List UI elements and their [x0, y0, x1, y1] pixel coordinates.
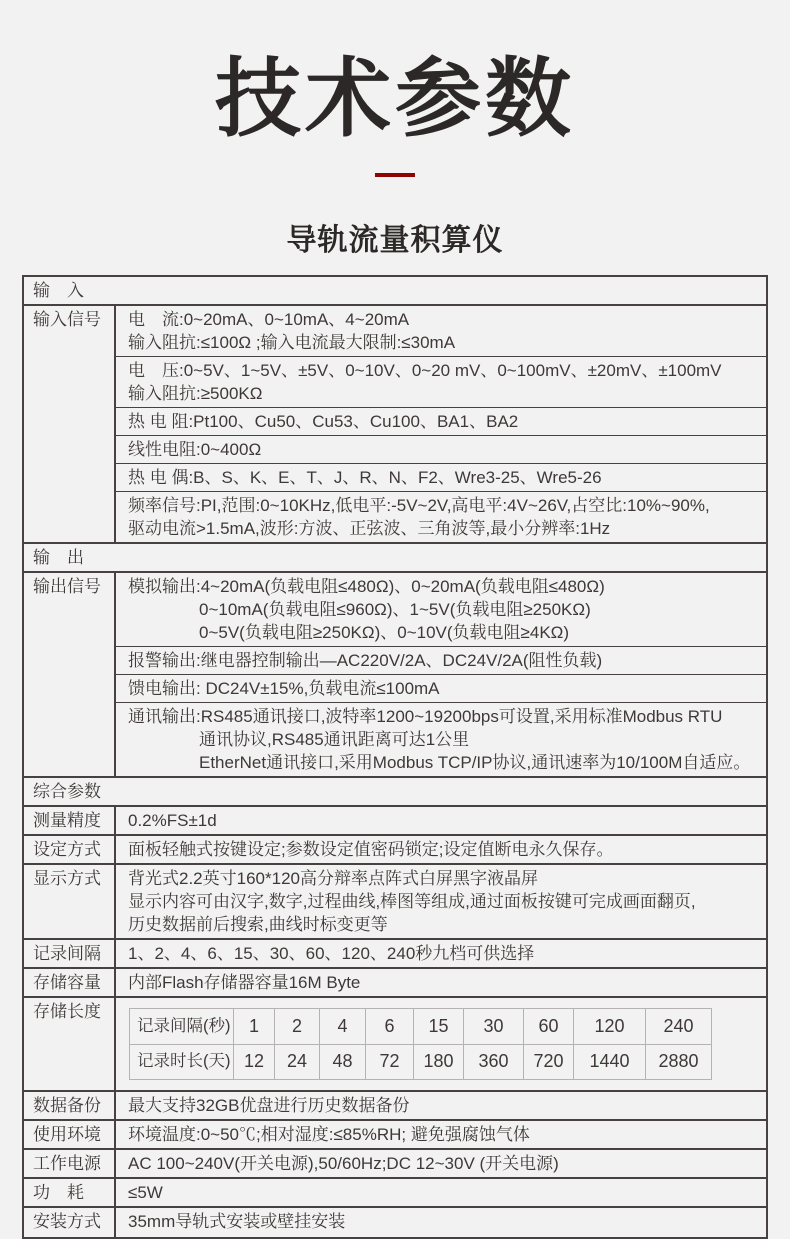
storage-duration-value: 48 [319, 1044, 365, 1079]
row-value: 1、2、4、6、15、30、60、120、240秒九档可供选择 [128, 943, 535, 963]
row-label: 数据备份 [24, 1092, 116, 1119]
row-display-method [24, 863, 766, 938]
spec-line: 电 流:0~20mA、0~10mA、4~20mA [128, 309, 410, 329]
storage-interval-value: 60 [523, 1009, 573, 1044]
storage-interval-value: 15 [413, 1009, 463, 1044]
input-signal-voltage [116, 356, 766, 407]
section-header-general-label: 综合参数 [33, 781, 101, 801]
output-signal-content [116, 573, 766, 776]
row-label: 存储容量 [24, 969, 116, 996]
row-label: 使用环境 [24, 1121, 116, 1148]
input-signal-thermocouple [116, 463, 766, 491]
storage-length-content [116, 998, 766, 1090]
spec-line: 背光式2.2英寸160*120高分辩率点阵式白屏黑字液晶屏 [128, 868, 538, 888]
row-value [116, 865, 766, 938]
storage-interval-value: 1 [233, 1009, 274, 1044]
input-signal-current [116, 306, 766, 356]
row-label: 工作电源 [24, 1150, 116, 1177]
input-signal-content [116, 306, 766, 542]
row-label: 安装方式 [24, 1208, 116, 1237]
row-label: 记录间隔 [24, 940, 116, 967]
spec-line: 线性电阻:0~400Ω [128, 439, 262, 459]
row-value: ≤5W [128, 1182, 163, 1202]
row-accuracy [24, 805, 766, 834]
row-storage-capacity [24, 967, 766, 996]
section-header-general [24, 776, 766, 805]
storage-duration-value: 180 [413, 1044, 463, 1079]
row-record-interval [24, 938, 766, 967]
spec-line: 通讯协议,RS485通讯距离可达1公里 [199, 729, 470, 749]
storage-duration-value: 1440 [573, 1044, 645, 1079]
storage-duration-value: 2880 [645, 1044, 711, 1079]
output-signal-alarm [116, 646, 766, 674]
storage-duration-value: 72 [365, 1044, 413, 1079]
spec-line: 0~10mA(负载电阻≤960Ω)、1~5V(负载电阻≥250KΩ) [199, 599, 591, 619]
storage-duration-value: 360 [463, 1044, 523, 1079]
spec-line: 频率信号:PI,范围:0~10KHz,低电平:-5V~2V,高电平:4V~26V,占空比:10%~90%, [128, 495, 710, 515]
section-header-input-label: 输 入 [33, 280, 84, 300]
spec-line: 馈电输出: DC24V±15%,负载电流≤100mA [128, 678, 440, 698]
spec-line: 热 电 阻:Pt100、Cu50、Cu53、Cu100、BA1、BA2 [128, 411, 519, 431]
spec-line: 通讯输出:RS485通讯接口,波特率1200~19200bps可设置,采用标准Modbus RTU [128, 706, 723, 726]
product-name: 导轨流量积算仪 [286, 223, 504, 257]
page-title: 技术参数 [215, 51, 575, 147]
spec-line: 模拟输出:4~20mA(负载电阻≤480Ω)、0~20mA(负载电阻≤480Ω) [128, 576, 605, 596]
storage-interval-value: 240 [645, 1009, 711, 1044]
storage-interval-value: 30 [463, 1009, 523, 1044]
storage-duration-value: 12 [233, 1044, 274, 1079]
spec-line: 显示内容可由汉字,数字,过程曲线,棒图等组成,通过面板按键可完成画面翻页, [128, 891, 696, 911]
storage-interval-row [130, 1009, 711, 1044]
row-label: 测量精度 [24, 807, 116, 834]
title-accent-divider [375, 173, 415, 177]
section-header-output [24, 542, 766, 571]
row-label: 设定方式 [24, 836, 116, 863]
row-value: 0.2%FS±1d [128, 810, 217, 830]
spec-line: 热 电 偶:B、S、K、E、T、J、R、N、F2、Wre3-25、Wre5-26 [128, 467, 602, 487]
row-value: 35mm导轨式安装或壁挂安装 [128, 1211, 346, 1231]
row-output-signal [24, 571, 766, 776]
spec-line: 0~5V(负载电阻≥250KΩ)、0~10V(负载电阻≥4KΩ) [199, 622, 570, 642]
row-data-backup [24, 1090, 766, 1119]
row-power-consumption [24, 1177, 766, 1206]
row-label: 输出信号 [24, 573, 116, 776]
output-signal-communication [116, 702, 766, 776]
storage-duration-value: 24 [274, 1044, 319, 1079]
spec-line: 电 压:0~5V、1~5V、±5V、0~10V、0~20 mV、0~100mV、±20mV、±100mV [128, 360, 722, 380]
row-value: 面板轻触式按键设定;参数设定值密码锁定;设定值断电永久保存。 [128, 839, 614, 859]
spec-table [22, 275, 768, 1239]
row-storage-length [24, 996, 766, 1090]
storage-interval-value: 2 [274, 1009, 319, 1044]
row-label: 存储长度 [24, 998, 116, 1090]
storage-interval-value: 6 [365, 1009, 413, 1044]
storage-interval-label: 记录间隔(秒) [137, 1016, 231, 1035]
spec-line: 输入阻抗:≤100Ω ;输入电流最大限制:≤30mA [128, 332, 456, 352]
spec-line: 历史数据前后搜索,曲线时标变更等 [128, 914, 388, 934]
row-value: 最大支持32GB优盘进行历史数据备份 [128, 1095, 410, 1115]
storage-duration-row [130, 1044, 711, 1079]
spec-line: 报警输出:继电器控制输出—AC220V/2A、DC24V/2A(阻性负载) [128, 650, 603, 670]
input-signal-frequency [116, 491, 766, 542]
storage-interval-value: 4 [319, 1009, 365, 1044]
section-header-input [24, 277, 766, 304]
row-label: 显示方式 [24, 865, 116, 938]
row-setting-method [24, 834, 766, 863]
row-environment [24, 1119, 766, 1148]
spec-line: EtherNet通讯接口,采用Modbus TCP/IP协议,通讯速率为10/100M自适应。 [199, 752, 751, 772]
row-label: 功 耗 [24, 1179, 116, 1206]
section-header-output-label: 输 出 [33, 547, 84, 567]
row-label: 输入信号 [24, 306, 116, 542]
row-value: 环境温度:0~50℃;相对湿度:≤85%RH; 避免强腐蚀气体 [128, 1124, 530, 1144]
row-power-supply [24, 1148, 766, 1177]
input-signal-rtd [116, 407, 766, 435]
storage-duration-value: 720 [523, 1044, 573, 1079]
row-installation [24, 1206, 766, 1237]
spec-line: 驱动电流>1.5mA,波形:方波、正弦波、三角波等,最小分辨率:1Hz [128, 518, 611, 538]
output-signal-feed [116, 674, 766, 702]
storage-duration-label: 记录时长(天) [130, 1044, 233, 1079]
row-input-signal [24, 304, 766, 542]
storage-length-table [129, 1008, 712, 1080]
spec-line: 输入阻抗:≥500KΩ [128, 383, 263, 403]
output-signal-analog [116, 573, 766, 646]
row-value: AC 100~240V(开关电源),50/60Hz;DC 12~30V (开关电源) [128, 1153, 559, 1173]
storage-interval-value: 120 [573, 1009, 645, 1044]
row-value: 内部Flash存储器容量16M Byte [128, 972, 361, 992]
input-signal-linear-resistance [116, 435, 766, 463]
